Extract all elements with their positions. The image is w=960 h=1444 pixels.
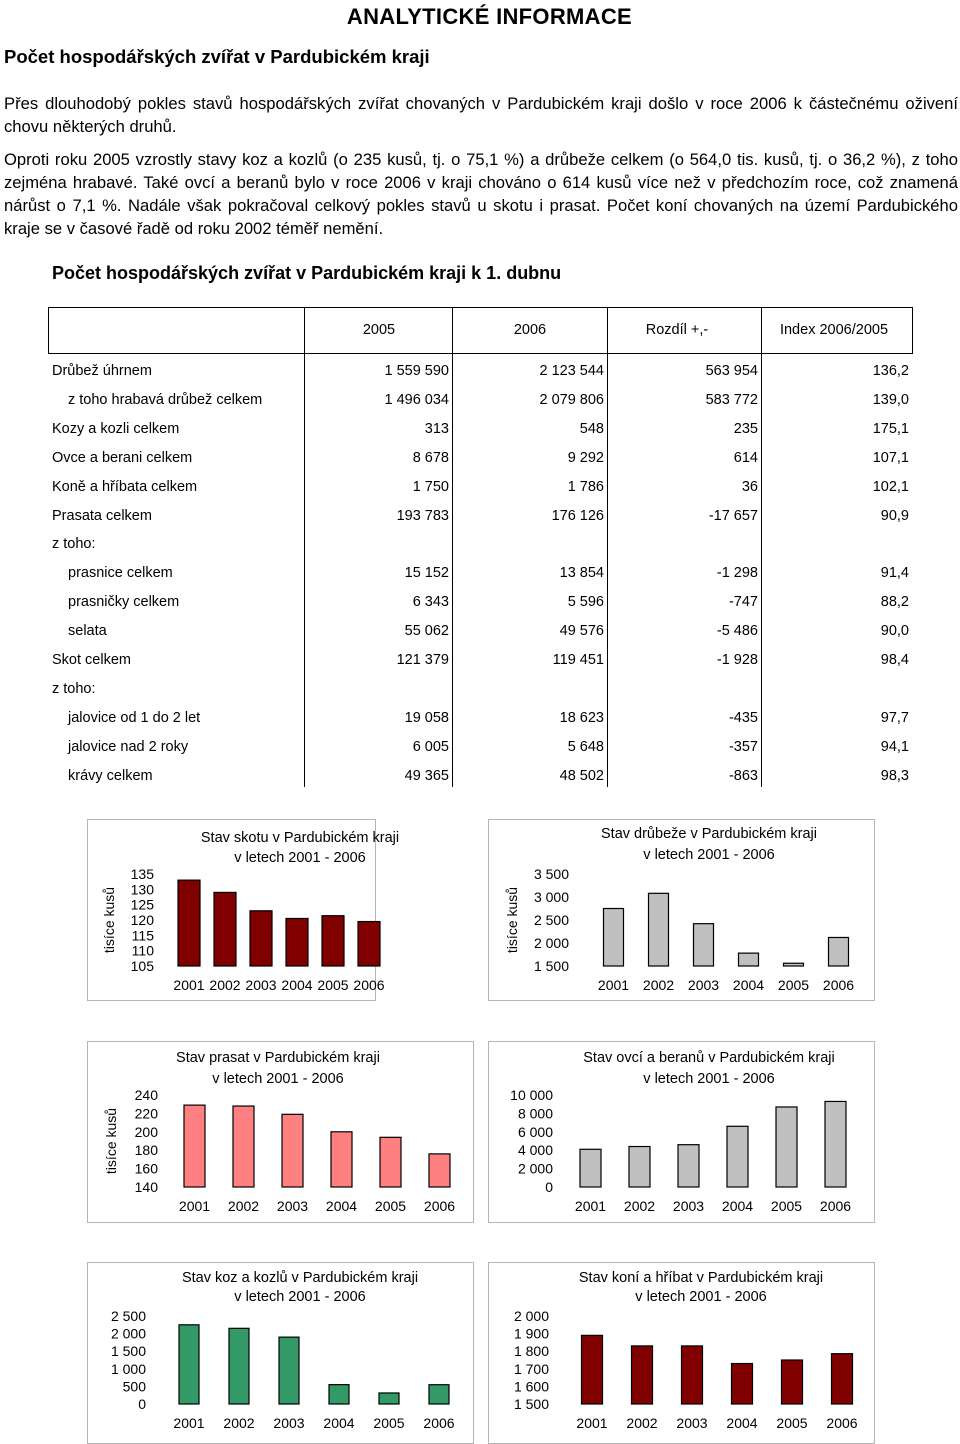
chart-x-tick-label: 2004 (732, 977, 765, 993)
chart-bar-2001 (178, 880, 200, 966)
chart-title-line-1: Stav drůbeže v Pardubickém kraji (601, 826, 817, 842)
chart-y-tick-label: 3 500 (533, 866, 569, 882)
chart-y-tick-label: 1 900 (513, 1325, 549, 1342)
chart-y-tick-label: 1 500 (110, 1343, 146, 1360)
chart-y-tick-label: 120 (130, 912, 154, 928)
chart-title-line-1: Stav ovcí a beranů v Pardubickém kraji (583, 1050, 835, 1066)
table-cell: 119 451 (552, 652, 604, 668)
table-cell: 18 623 (559, 709, 604, 726)
table-cell: 121 379 (396, 652, 449, 668)
chart-x-tick-label: 2005 (777, 977, 810, 993)
table-header-border (48, 353, 912, 354)
table-cell: 139,0 (872, 391, 909, 408)
chart-x-tick-label: 2004 (281, 977, 313, 993)
chart-x-tick-label: 2004 (726, 1415, 758, 1431)
table-cell: 1 786 (567, 478, 604, 495)
chart-y-tick-label: 220 (134, 1105, 158, 1122)
table-header-cell: 2005 (362, 322, 396, 338)
table-cell: 88,2 (880, 594, 909, 611)
chart-x-tick-label: 2002 (223, 1415, 255, 1431)
chart-bar-2001 (582, 1335, 603, 1404)
table-cell: 1 750 (412, 478, 449, 495)
table-row-label: Koně a hříbata celkem (52, 478, 198, 495)
chart-x-tick-label: 2003 (273, 1415, 305, 1431)
chart-y-tick-label: 4 000 (517, 1142, 553, 1159)
table-cell: 49 576 (559, 623, 604, 640)
chart-x-tick-label: 2002 (626, 1415, 658, 1431)
paragraph-1: Přes dlouhodobý pokles stavů hospodářských zvířat chovaných v Pardubickém kraji došlo v roce 2006 k částečnému oživení chovu některých druhů. (4, 94, 958, 136)
table-row-label: z toho: (52, 680, 96, 697)
chart-bar-2004 (727, 1126, 748, 1187)
chart-y-tick-label: 115 (131, 927, 154, 944)
chart-bar-2002 (229, 1328, 249, 1404)
table-row-label: krávy celkem (68, 767, 153, 784)
chart-bar-2002 (214, 892, 236, 966)
table-cell: 1 496 034 (384, 391, 449, 408)
chart-bar-2006 (825, 1101, 846, 1187)
chart-y-tick-label: 2 500 (110, 1308, 146, 1324)
table-cell: 583 772 (705, 391, 758, 408)
chart-y-tick-label: 10 000 (510, 1087, 553, 1103)
chart-y-tick-label: 240 (134, 1087, 158, 1103)
chart-x-tick-label: 2004 (721, 1198, 754, 1214)
chart-x-tick-label: 2003 (672, 1198, 705, 1214)
chart-y-axis-label: tisíce kusů (103, 1107, 119, 1175)
chart-x-tick-label: 2002 (642, 977, 675, 993)
chart-x-tick-label: 2006 (353, 977, 385, 993)
table-cell: 13 854 (559, 565, 604, 582)
table-top-border (48, 307, 912, 308)
table-cell: -747 (728, 594, 758, 611)
chart-bar-2001 (580, 1149, 601, 1187)
chart-y-tick-label: 1 600 (513, 1378, 549, 1395)
chart-y-tick-label: 200 (134, 1123, 158, 1140)
chart-x-tick-label: 2005 (317, 977, 349, 993)
table-cell: 614 (733, 449, 758, 466)
chart-bar-2005 (379, 1393, 399, 1404)
chart-y-tick-label: 105 (130, 958, 154, 974)
table-cell: -17 657 (708, 507, 758, 524)
chart-y-tick-label: 2 000 (110, 1325, 146, 1342)
table-cell: 193 783 (396, 507, 449, 524)
table-cell: 94,1 (880, 738, 909, 755)
chart-x-tick-label: 2004 (325, 1198, 358, 1214)
chart-x-tick-label: 2002 (623, 1198, 656, 1214)
chart-y-tick-label: 1 700 (513, 1360, 549, 1377)
chart-title-line-1: Stav skotu v Pardubickém kraji (200, 830, 400, 846)
table-cell: 5 648 (567, 738, 604, 755)
chart-x-tick-label: 2005 (770, 1198, 803, 1214)
table-row-label: Ovce a berani celkem (52, 449, 193, 466)
table-header-cell: 2006 (513, 322, 547, 338)
table-cell: 136,2 (872, 363, 909, 379)
chart-bar-2002 (629, 1147, 650, 1187)
chart-goats (87, 1262, 474, 1444)
chart-bar-2001 (604, 909, 624, 967)
chart-y-tick-label: 6 000 (517, 1123, 553, 1140)
chart-bar-2004 (286, 918, 308, 966)
chart-bar-2006 (829, 937, 849, 966)
chart-x-tick-label: 2003 (276, 1198, 309, 1214)
chart-bar-2002 (632, 1346, 653, 1404)
chart-x-tick-label: 2003 (676, 1415, 708, 1431)
chart-x-tick-label: 2003 (687, 977, 720, 993)
table-column-divider (761, 354, 762, 787)
chart-bar-2004 (732, 1364, 753, 1404)
chart-bar-2002 (233, 1106, 254, 1187)
table-cell: 90,9 (880, 507, 909, 524)
chart-bar-2004 (331, 1132, 352, 1187)
table-cell: -1 298 (716, 565, 758, 582)
table-cell: 1 559 590 (384, 363, 449, 379)
chart-y-tick-label: 180 (134, 1142, 158, 1159)
table-row-label: jalovice od 1 do 2 let (68, 709, 201, 726)
table-cell: 548 (579, 420, 604, 437)
chart-pigs (87, 1041, 474, 1223)
chart-title-line-2: v letech 2001 - 2006 (234, 1289, 366, 1305)
table-cell: 36 (741, 478, 758, 495)
chart-cattle (87, 819, 400, 1001)
chart-y-tick-label: 1 500 (533, 958, 569, 974)
table-cell: -435 (728, 709, 758, 726)
table-cell: -863 (728, 767, 758, 784)
chart-x-tick-label: 2005 (374, 1198, 407, 1214)
table-cell: 91,4 (880, 565, 909, 582)
chart-x-tick-label: 2006 (423, 1198, 456, 1214)
chart-y-tick-label: 0 (138, 1396, 146, 1412)
chart-y-tick-label: 0 (545, 1179, 553, 1195)
table-column-divider (304, 354, 305, 787)
chart-bar-2006 (429, 1154, 450, 1187)
chart-x-tick-label: 2003 (245, 977, 277, 993)
chart-y-tick-label: 2 000 (513, 1308, 549, 1324)
table-cell: 175,1 (872, 420, 909, 437)
table-cell: 6 005 (412, 738, 449, 755)
chart-title-line-2: v letech 2001 - 2006 (635, 1289, 767, 1305)
table-row-label: z toho hrabavá drůbež celkem (68, 391, 263, 408)
table-header-cell: Rozdíl +,- (645, 322, 709, 338)
chart-y-tick-label: 135 (130, 866, 154, 882)
table-cell: 90,0 (880, 623, 909, 640)
chart-x-tick-label: 2001 (574, 1198, 607, 1214)
chart-sheep (488, 1041, 875, 1223)
chart-poultry (488, 819, 875, 1001)
table-row-label: prasničky celkem (68, 594, 180, 611)
chart-y-tick-label: 500 (122, 1378, 146, 1395)
chart-bar-2006 (358, 922, 380, 966)
chart-bar-2003 (282, 1114, 303, 1187)
chart-bar-2004 (329, 1385, 349, 1404)
chart-title-line-2: v letech 2001 - 2006 (234, 850, 366, 866)
chart-x-tick-label: 2001 (597, 977, 630, 993)
table-cell: 98,4 (880, 652, 909, 668)
chart-x-tick-label: 2001 (178, 1198, 211, 1214)
intro-text (4, 92, 958, 240)
paragraph-2: Oproti roku 2005 vzrostly stavy koz a kozlů (o 235 kusů, tj. o 75,1 %) a drůbeže celkem (o 564,0 tis. kusů, tj. o 36,2 %), z toho zejména hrabavé. Také ovcí a beranů bylo v roce 2006 v kraji chováno o 614 kusů více než v předchozím roce, což znamená nárůst o 7,1 %. Nadále však pokračoval celkový pokles stavů u skotu i prasat. Počet koní chovaných na území Pardubického kraje se v časové řadě od roku 2002 téměř nemění. (4, 150, 958, 238)
table-cell: 19 058 (404, 709, 449, 726)
table-cell: 2 123 544 (539, 363, 604, 379)
chart-y-tick-label: 1 500 (513, 1396, 549, 1412)
table-cell: 55 062 (404, 623, 449, 640)
chart-title-line-2: v letech 2001 - 2006 (643, 847, 775, 863)
chart-bar-2005 (782, 1360, 803, 1404)
chart-y-tick-label: 110 (131, 942, 154, 959)
chart-y-tick-label: 130 (130, 881, 154, 898)
table-cell: -1 928 (716, 652, 758, 668)
table-cell: 48 502 (559, 767, 604, 784)
chart-title-line-1: Stav koz a kozlů v Pardubickém kraji (181, 1270, 419, 1286)
table-cell: 9 292 (567, 449, 604, 466)
chart-bar-2005 (380, 1137, 401, 1187)
section-title: Počet hospodářských zvířat v Pardubickém kraji (4, 46, 430, 67)
table-cell: 563 954 (705, 363, 758, 379)
table-cell: -357 (728, 738, 758, 755)
chart-title-line-1: Stav prasat v Pardubickém kraji (176, 1050, 380, 1066)
chart-title-line-2: v letech 2001 - 2006 (643, 1071, 775, 1087)
table-row-label: Skot celkem (52, 652, 131, 668)
table-row-label: z toho: (52, 536, 96, 553)
chart-bar-2006 (832, 1354, 853, 1404)
table-cell: -5 486 (716, 623, 758, 640)
table-column-divider (607, 354, 608, 787)
table-row-label: selata (68, 623, 107, 640)
chart-x-tick-label: 2006 (826, 1415, 858, 1431)
table-column-divider (452, 354, 453, 787)
page-title: ANALYTICKÉ INFORMACE (346, 4, 632, 29)
table-cell: 2 079 806 (539, 391, 604, 408)
table-title: Počet hospodářských zvířat v Pardubickém kraji k 1. dubnu (52, 263, 562, 283)
chart-x-tick-label: 2002 (209, 977, 241, 993)
table-row-label: Prasata celkem (52, 507, 152, 524)
chart-x-tick-label: 2001 (576, 1415, 608, 1431)
chart-bar-2003 (279, 1337, 299, 1404)
chart-bar-2001 (179, 1325, 199, 1404)
chart-bar-2002 (649, 893, 669, 966)
table-cell: 15 152 (404, 565, 449, 582)
chart-x-tick-label: 2005 (373, 1415, 405, 1431)
chart-bar-2003 (682, 1346, 703, 1404)
chart-x-tick-label: 2004 (323, 1415, 355, 1431)
chart-horses (488, 1262, 875, 1444)
chart-y-tick-label: 8 000 (517, 1105, 553, 1122)
chart-bar-2005 (776, 1107, 797, 1187)
table-cell: 5 596 (567, 594, 604, 611)
table-cell: 97,7 (880, 709, 909, 726)
chart-y-tick-label: 160 (134, 1160, 158, 1177)
chart-bar-2005 (322, 916, 344, 966)
table-cell: 49 365 (404, 767, 449, 784)
chart-y-tick-label: 125 (130, 896, 154, 913)
table-cell: 235 (733, 420, 758, 437)
table-cell: 98,3 (880, 767, 909, 784)
table-header-divider (48, 307, 49, 354)
chart-bar-2004 (739, 953, 759, 966)
chart-title-line-1: Stav koní a hříbat v Pardubickém kraji (578, 1270, 824, 1286)
chart-x-tick-label: 2005 (776, 1415, 808, 1431)
chart-y-axis-label: tisíce kusů (101, 886, 117, 954)
chart-y-tick-label: 1 800 (513, 1343, 549, 1360)
table-row-label: jalovice nad 2 roky (68, 738, 189, 755)
chart-x-tick-label: 2006 (819, 1198, 852, 1214)
chart-x-tick-label: 2001 (173, 977, 205, 993)
chart-bar-2005 (784, 963, 804, 966)
table-row-label: Kozy a kozli celkem (52, 420, 180, 437)
table-row-label: prasnice celkem (68, 565, 173, 582)
table-cell: 107,1 (872, 449, 909, 466)
table-cell: 176 126 (551, 507, 604, 524)
chart-y-tick-label: 140 (134, 1179, 158, 1195)
chart-x-tick-label: 2002 (227, 1198, 260, 1214)
chart-x-tick-label: 2001 (173, 1415, 205, 1431)
table-cell: 8 678 (412, 449, 449, 466)
chart-y-axis-label: tisíce kusů (504, 886, 520, 954)
table-header-divider (912, 307, 913, 354)
table-cell: 313 (424, 420, 449, 437)
chart-bar-2003 (694, 924, 714, 966)
chart-bar-2003 (678, 1145, 699, 1187)
chart-bar-2001 (184, 1105, 205, 1187)
table-row-label: Drůbež úhrnem (52, 363, 152, 379)
chart-y-tick-label: 2 000 (533, 935, 569, 951)
table-cell: 6 343 (412, 594, 449, 611)
chart-bar-2006 (429, 1385, 449, 1404)
chart-y-tick-label: 3 000 (533, 889, 569, 905)
chart-y-tick-label: 2 000 (517, 1160, 553, 1177)
table-header-cell: Index 2006/2005 (779, 322, 889, 338)
chart-title-line-2: v letech 2001 - 2006 (212, 1071, 344, 1087)
chart-y-tick-label: 1 000 (110, 1360, 146, 1377)
chart-x-tick-label: 2006 (423, 1415, 455, 1431)
table-cell: 102,1 (872, 478, 909, 495)
chart-y-tick-label: 2 500 (533, 912, 569, 928)
chart-bar-2003 (250, 911, 272, 966)
chart-x-tick-label: 2006 (822, 977, 855, 993)
